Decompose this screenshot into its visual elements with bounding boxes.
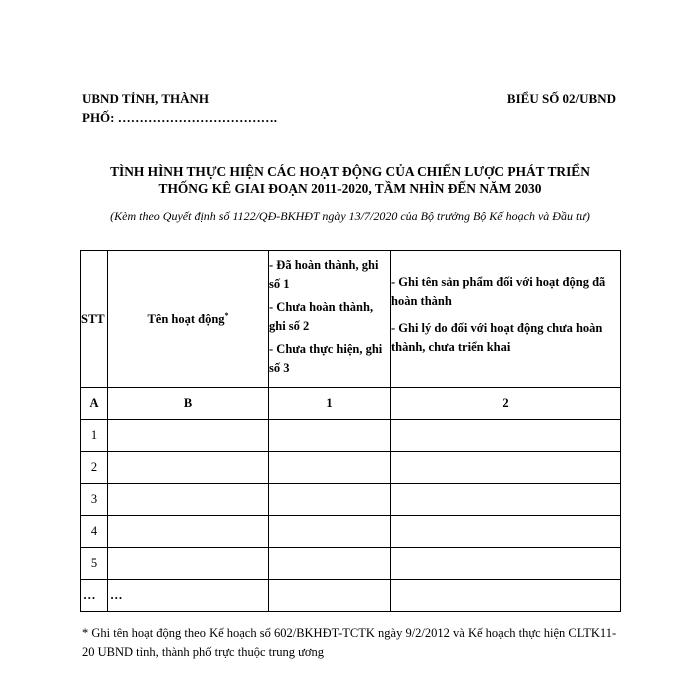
- footnote-marker: *: [224, 310, 229, 320]
- column-code: 2: [391, 388, 621, 420]
- row-number: 1: [81, 420, 108, 452]
- header-activity-name-text: Tên hoạt động: [147, 312, 225, 327]
- row-number: 3: [81, 484, 108, 516]
- notes-cell: [391, 580, 621, 612]
- status-cell: [269, 484, 391, 516]
- column-code: 1: [269, 388, 391, 420]
- table-row: [81, 452, 621, 484]
- status-cell: [269, 452, 391, 484]
- title-line-2: THỐNG KÊ GIAI ĐOẠN 2011-2020, TẦM NHÌN ĐẾN NĂM 2030: [158, 181, 542, 196]
- status-option: - Chưa thực hiện, ghi số 3: [269, 342, 383, 375]
- status-option: - Đã hoàn thành, ghi số 1: [269, 258, 379, 291]
- column-code: A: [81, 388, 108, 420]
- agency-line-1: UBND TỈNH, THÀNH: [82, 91, 210, 106]
- column-code-row: [81, 388, 621, 420]
- activity-table: [80, 250, 621, 612]
- status-cell: [269, 580, 391, 612]
- status-cell: [269, 516, 391, 548]
- status-cell: [269, 548, 391, 580]
- form-number: BIỂU SỐ 02/UBND: [506, 91, 616, 106]
- document-subtitle: (Kèm theo Quyết định số 1122/QĐ-BKHĐT ngày 13/7/2020 của Bộ trưởng Bộ Kế hoạch và Đầu tư): [110, 209, 590, 223]
- document-title: [80, 163, 620, 197]
- table-row: [81, 516, 621, 548]
- column-code: B: [108, 388, 269, 420]
- header-notes-column: [391, 251, 621, 388]
- status-option: - Chưa hoàn thành, ghi số 2: [269, 300, 374, 333]
- agency-line-2: PHỐ: ……………………………….: [82, 110, 277, 125]
- notes-cell: [391, 548, 621, 580]
- activity-cell: …: [108, 580, 269, 612]
- row-number: 4: [81, 516, 108, 548]
- notes-cell: [391, 452, 621, 484]
- activity-cell: [108, 516, 269, 548]
- footnote: * Ghi tên hoạt động theo Kế hoạch số 602/BKHĐT-TCTK ngày 9/2/2012 và Kế hoạch thực hiện CLTK11-20 UBND tỉnh, thành phố trực thuộc trung ương: [82, 626, 617, 659]
- title-line-1: TÌNH HÌNH THỰC HIỆN CÁC HOẠT ĐỘNG CỦA CHIẾN LƯỢC PHÁT TRIỂN: [110, 164, 590, 179]
- header-stt: STT: [81, 251, 108, 388]
- notes-option: - Ghi lý do đối với hoạt động chưa hoàn thành, chưa triển khai: [391, 321, 603, 354]
- notes-option: - Ghi tên sản phẩm đối với hoạt động đã hoàn thành: [391, 275, 606, 308]
- table-row-ellipsis: [81, 580, 621, 612]
- notes-cell: [391, 420, 621, 452]
- table-row: [81, 420, 621, 452]
- header-activity-name: [108, 251, 269, 388]
- activity-cell: [108, 420, 269, 452]
- table-row: [81, 484, 621, 516]
- table-header-row: [81, 251, 621, 388]
- activity-cell: [108, 484, 269, 516]
- agency-header: [82, 89, 277, 127]
- header-status-column: [269, 251, 391, 388]
- row-number: 5: [81, 548, 108, 580]
- table-row: [81, 548, 621, 580]
- notes-cell: [391, 516, 621, 548]
- notes-cell: [391, 484, 621, 516]
- row-number: 2: [81, 452, 108, 484]
- activity-cell: [108, 452, 269, 484]
- activity-cell: [108, 548, 269, 580]
- row-number: …: [81, 580, 108, 612]
- status-cell: [269, 420, 391, 452]
